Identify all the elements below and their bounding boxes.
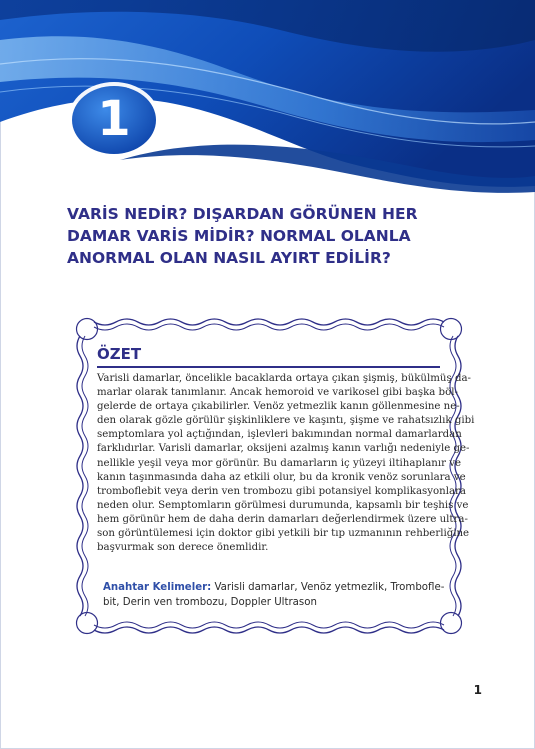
chapter-number: 1 [97,91,131,147]
summary-line: Varisli damarlar, öncelikle bacaklarda ortaya çıkan şişmiş, bükülmüş da- [97,373,471,384]
summary-divider [97,366,440,368]
summary-heading: ÖZET [97,345,142,363]
keywords [103,580,443,610]
keywords-line: bit, Derin ven trombozu, Doppler Ultrason [103,597,317,608]
summary-line: kanın taşınmasında daha az etkili olur, bu da kronik venöz sorunlara ve [97,471,466,483]
chapter-title-line: DAMAR VARİS MİDİR? NORMAL OLANLA [67,227,411,245]
summary-line: gelerde de ortaya çıkabilirler. Venöz yetmezlik kanın göllenmesine ne- [97,401,460,413]
frame-wave [77,336,83,616]
summary-line: nellikle yeşil veya mor görünür. Bu damarların iç yüzeyi iltihaplanır ve [97,457,461,469]
summary-line: farklıdırlar. Varisli damarlar, oksijeni azalmış kanın varlığı nedeniyle ge- [97,443,470,455]
keywords-list: Varisli damarlar, Venöz yetmezlik, Tromboflе- [211,582,445,593]
summary-line: son görüntülemesi için doktor gibi yetkili bir tıp uzmanının rehberliğine [97,528,470,540]
frame-corner-curl [441,319,462,340]
frame-wave [82,336,88,616]
frame-corner-curl [77,319,98,340]
frame-corner-curl [441,613,462,634]
summary-body [97,372,475,555]
summary-line: semptomlara yol açtığından, işlevleri bakımından normal damarlardan [97,429,462,441]
keywords-label: Anahtar Kelimeler: [103,582,212,593]
summary-line: den olarak gözle görülür şişkinliklere ve kaşıntı, şişme ve rahatsızlık gibi [97,415,475,427]
chapter-title-line: ANORMAL OLAN NASIL AYIRT EDİLİR? [67,249,391,267]
frame-corner-curl [77,613,98,634]
page-number: 1 [473,683,482,697]
summary-line: marlar olarak tanımlanır. Ancak hemoroid ve varikosel gibi başka böl- [97,387,458,399]
summary-line: neden olur. Semptomların görülmesi durumunda, kapsamlı bir teşhis ve [97,499,469,511]
keywords-line [103,580,443,595]
summary-line: başvurmak son derece önemlidir. [97,542,269,554]
chapter-title-line: VARİS NEDİR? DIŞARDAN GÖRÜNEN HER [67,205,418,223]
summary-line: hem görünür hem de daha derin damarları değerlendirmek üzere ultra- [97,513,468,525]
summary-line: tromboflebit veya derin ven trombozu gibi potansiyel komplikasyonlara [97,485,466,497]
